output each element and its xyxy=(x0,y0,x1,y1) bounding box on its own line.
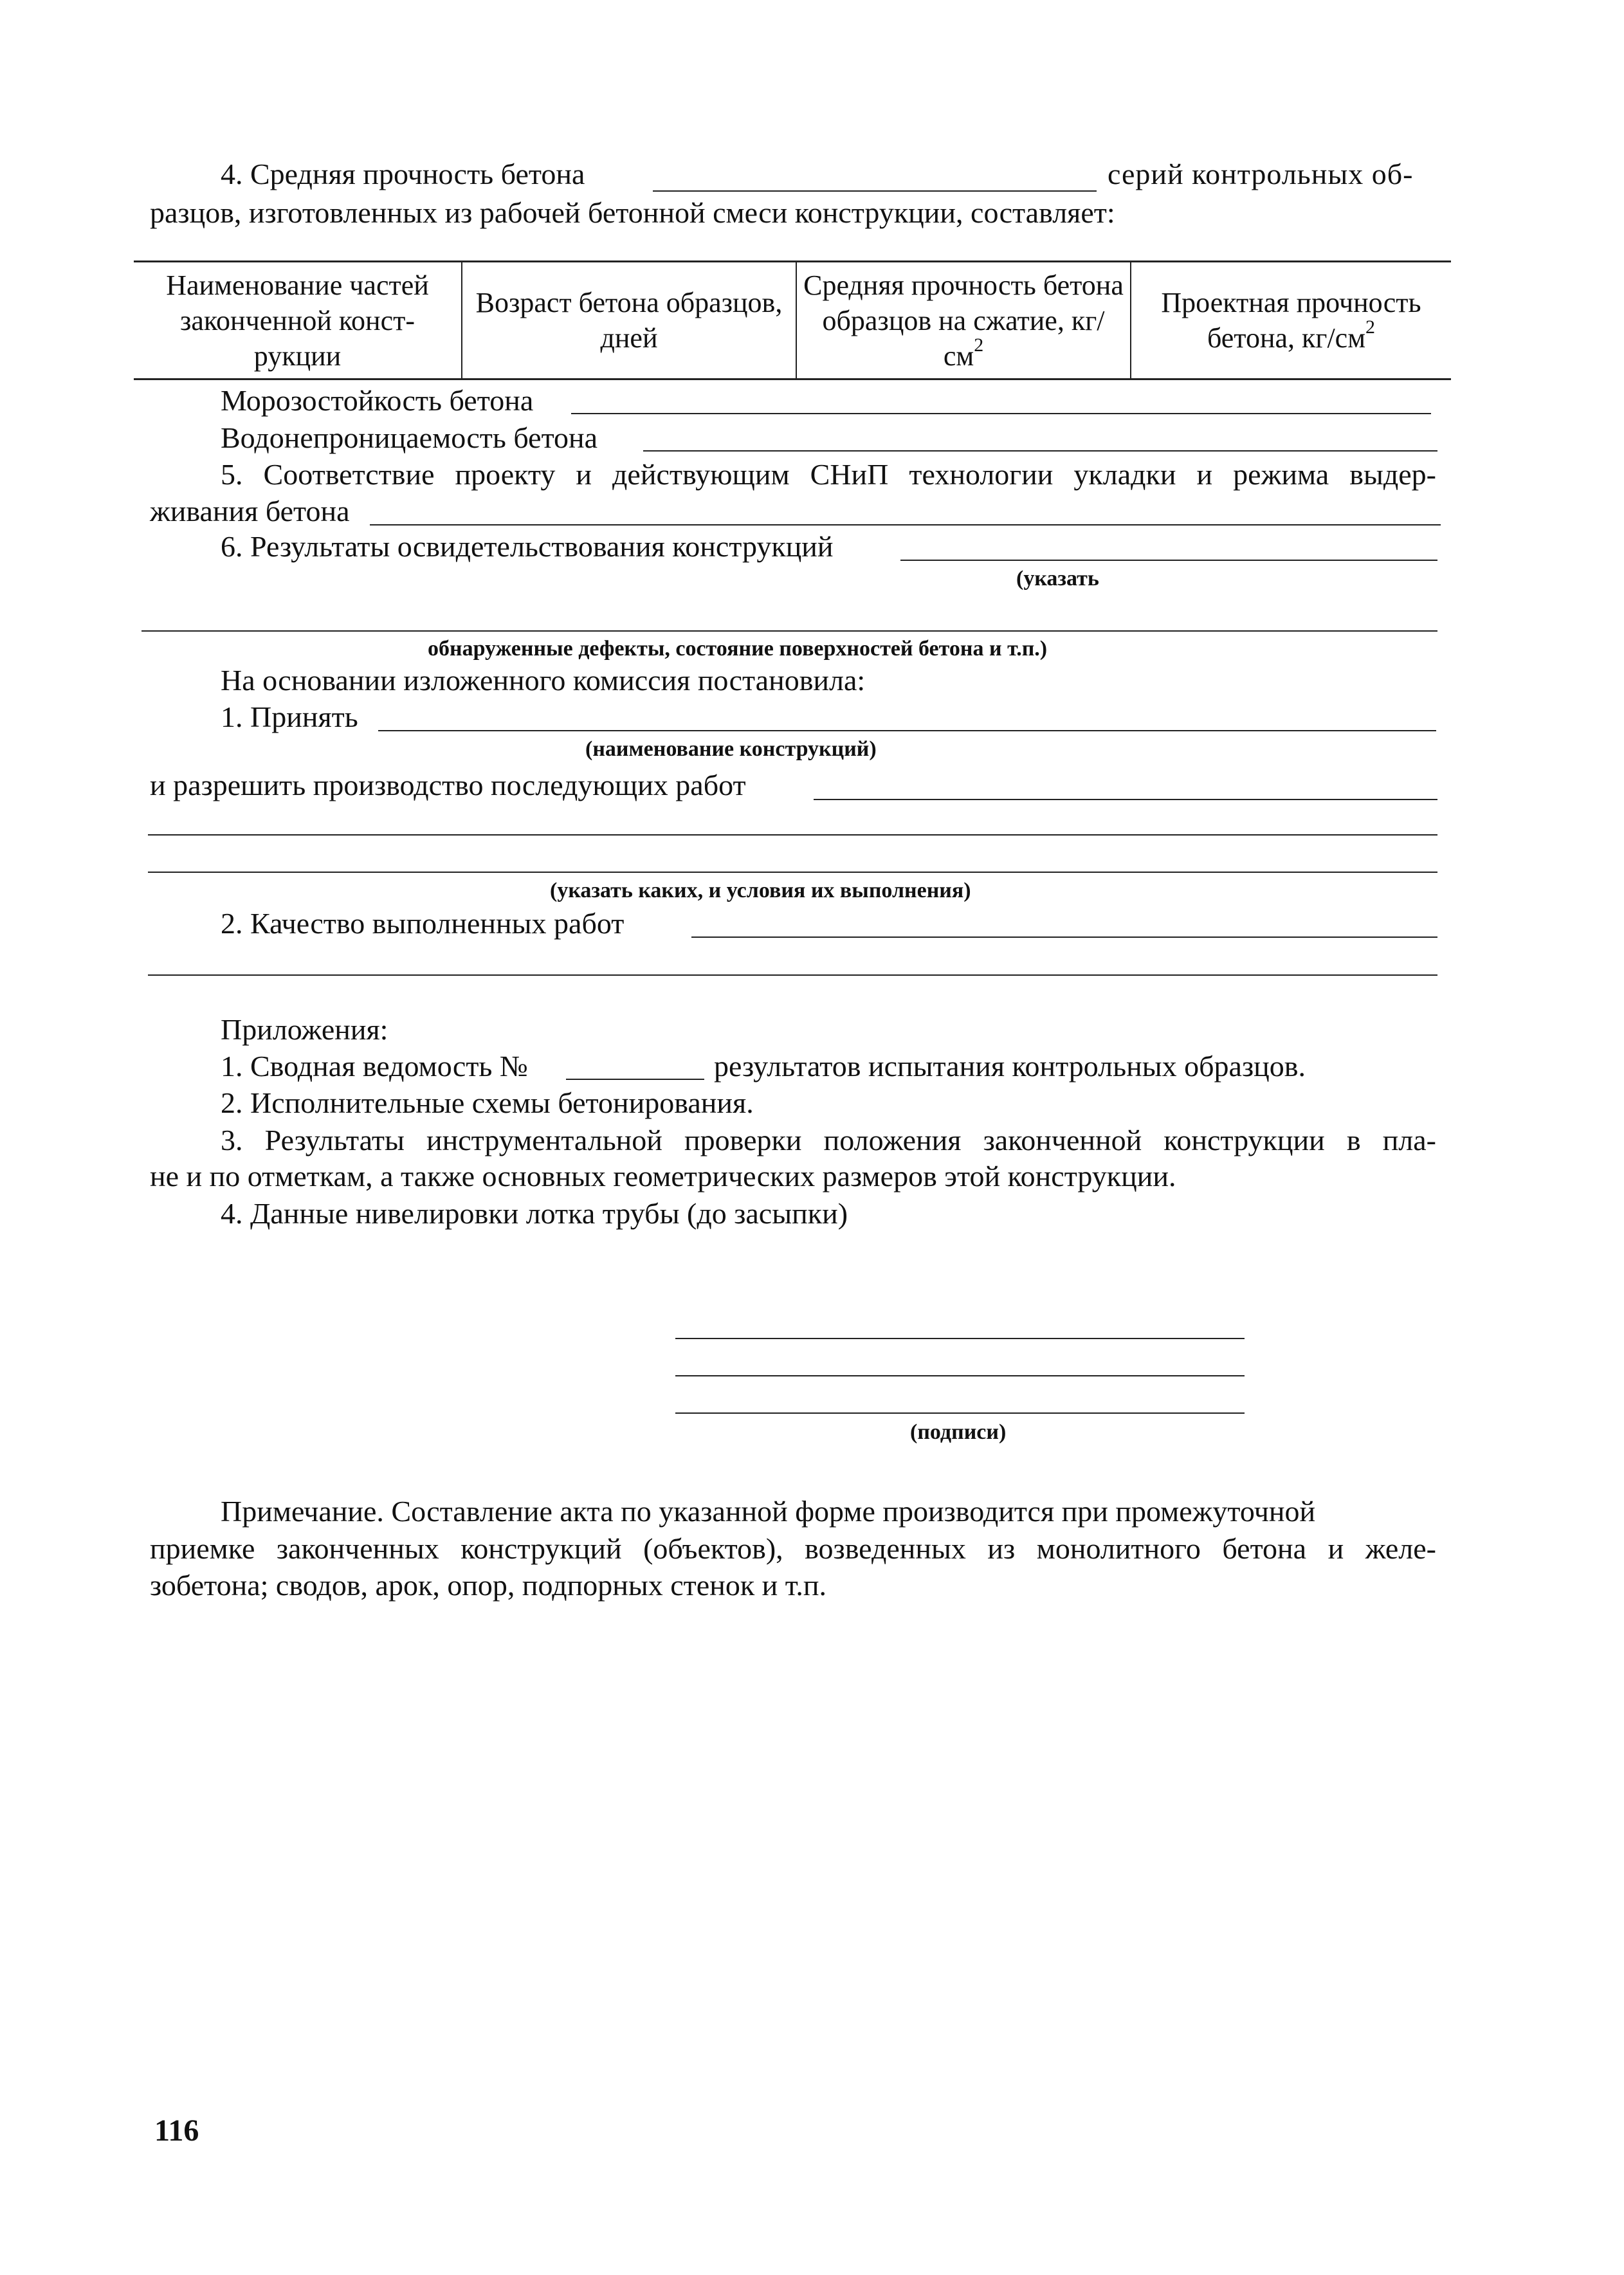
signature-line-3 xyxy=(675,1412,1245,1414)
quality-blank1 xyxy=(691,936,1437,938)
attachments-title: Приложения: xyxy=(221,1013,388,1046)
item4-line1-left: 4. Средняя прочность бетона xyxy=(221,158,585,190)
attachment2: 2. Исполнительные схемы бетонирования. xyxy=(221,1086,754,1119)
note-line2: приемке законченных конструкций (объектов), возведенных из монолитного бетона и желе- xyxy=(150,1532,1436,1565)
item6-blank1 xyxy=(900,560,1437,561)
table-header-parts: Наименование частей законченной конст-рукции xyxy=(134,262,462,379)
water-resistance-blank xyxy=(643,450,1437,452)
note-line1: Примечание. Составление акта по указанной форме производится при промежуточной xyxy=(221,1495,1316,1528)
signature-line-1 xyxy=(675,1338,1245,1339)
item5-line2: живания бетона xyxy=(150,495,350,527)
permit-label: и разрешить производство последующих работ xyxy=(150,769,746,801)
table-header-design-strength: Проектная прочность бетона, $кг/см^2$ xyxy=(1131,262,1451,379)
signatures-caption: (подписи) xyxy=(910,1420,1007,1444)
item4-line1-right: серий контрольных об- xyxy=(1108,158,1414,190)
item6-blank2 xyxy=(141,630,1437,632)
table-header-avg-strength: Средняя прочность бетона образцов на сжатие, $кг/см^2$ xyxy=(796,262,1131,379)
frost-resistance-label: Морозостойкость бетона xyxy=(221,384,534,417)
concrete-strength-table xyxy=(134,260,1451,380)
quality-blank2 xyxy=(148,974,1437,976)
water-resistance-label: Водонепроницаемость бетона xyxy=(221,421,598,454)
permit-blank2 xyxy=(148,834,1437,836)
item6-caption1: (указать xyxy=(1016,567,1099,590)
quality-label: 2. Качество выполненных работ xyxy=(221,907,625,940)
permit-blank1 xyxy=(814,799,1437,800)
permit-blank3 xyxy=(148,872,1437,873)
page-number: 116 xyxy=(154,2114,199,2148)
permit-caption: (указать каких, и условия их выполнения) xyxy=(550,879,971,902)
accept-label: 1. Принять xyxy=(221,700,358,733)
attachment4: 4. Данные нивелировки лотка трубы (до засыпки) xyxy=(221,1197,848,1230)
signature-line-2 xyxy=(675,1375,1245,1376)
decision-intro: На основании изложенного комиссия постановила: xyxy=(221,664,866,697)
accept-caption: (наименование конструкций) xyxy=(585,737,877,761)
item5-blank xyxy=(370,524,1441,525)
attachment1-right: результатов испытания контрольных образцов. xyxy=(714,1050,1306,1083)
accept-blank xyxy=(378,730,1436,731)
table-header-age: Возраст бетона образцов, дней xyxy=(462,262,796,379)
item4-line2: разцов, изготовленных из рабочей бетонной смеси конструкции, составляет: xyxy=(150,196,1115,229)
item4-blank xyxy=(653,190,1097,192)
attachment3-line2: не и по отметкам, а также основных геометрических размеров этой конструкции. xyxy=(150,1160,1176,1192)
item6-line1: 6. Результаты освидетельствования конструкций xyxy=(221,530,834,563)
item5-line1: 5. Соответствие проекту и действующим СНиП технологии укладки и режима выдер- xyxy=(221,458,1436,491)
attachment1-left: 1. Сводная ведомость № xyxy=(221,1050,528,1083)
attachment1-blank xyxy=(566,1079,704,1080)
attachment3-line1: 3. Результаты инструментальной проверки положения законченной конструкции в пла- xyxy=(221,1124,1436,1156)
note-line3: зобетона; сводов, арок, опор, подпорных стенок и т.п. xyxy=(150,1569,827,1602)
item6-caption2: обнаруженные дефекты, состояние поверхностей бетона и т.п.) xyxy=(428,637,1048,661)
frost-resistance-blank xyxy=(571,413,1431,414)
